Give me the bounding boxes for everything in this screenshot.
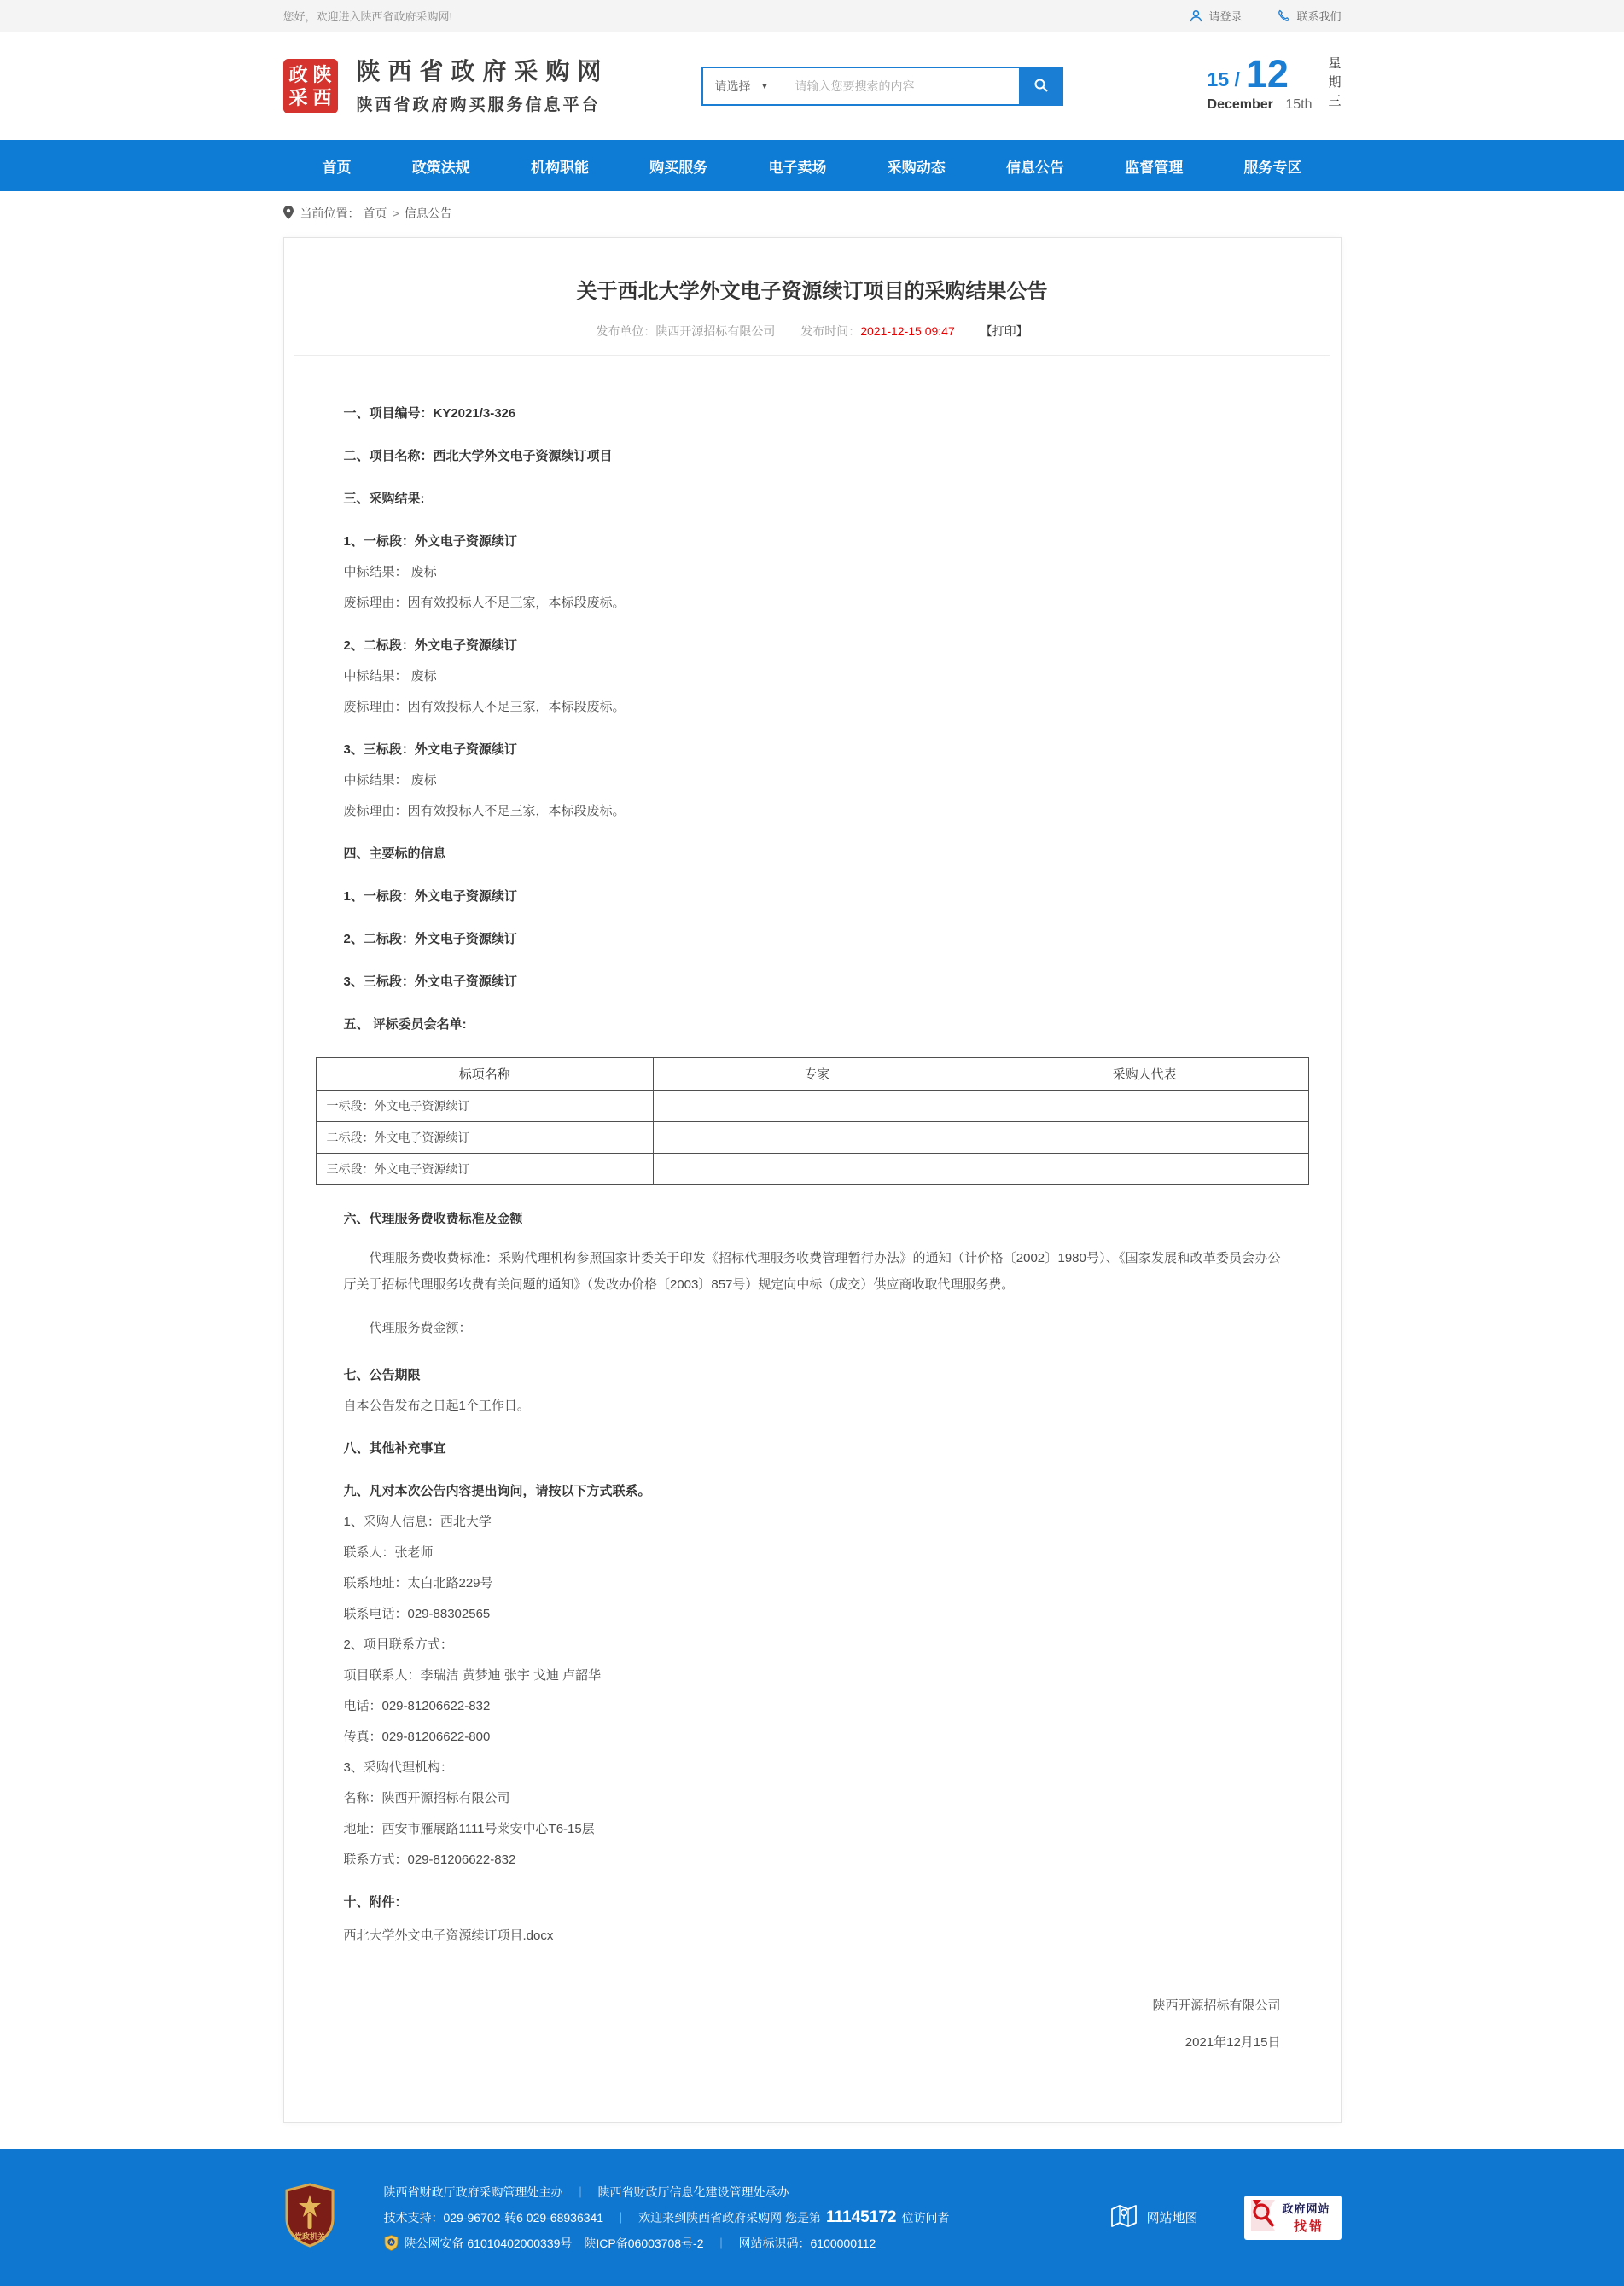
footer-welcome: 欢迎来到陕西省政府采购网 您是第 <box>638 2210 822 2225</box>
article-paragraph: 联系电话：029-88302565 <box>343 1607 491 1621</box>
table-row <box>316 1122 1308 1154</box>
footer-site-code: 网站标识码：6100000112 <box>738 2236 876 2250</box>
article-paragraph: 废标理由：因有效投标人不足三家，本标段废标。 <box>343 596 626 610</box>
table-cell <box>653 1091 981 1122</box>
article-heading: 一、项目编号：KY2021/3-326 <box>343 406 516 421</box>
welcome-text: 您好，欢迎进入陕西省政府采购网! <box>282 10 453 23</box>
attachment-link[interactable]: 西北大学外文电子资源续订项目.docx <box>343 1928 554 1943</box>
article-paragraph: 2、项目联系方式： <box>343 1637 453 1652</box>
site-logo <box>283 59 338 113</box>
article-heading: 九、凡对本次公告内容提出询问，请按以下方式联系。 <box>343 1484 651 1498</box>
committee-table-body <box>316 1091 1308 1185</box>
error-badge-line2: 找错 <box>1293 2219 1324 2234</box>
sitemap-link[interactable] <box>1109 2202 1197 2234</box>
article-paragraph: 名称：陕西开源招标有限公司 <box>343 1791 510 1806</box>
error-badge-line1: 政府网站 <box>1282 2202 1330 2215</box>
article-card <box>283 237 1342 2123</box>
article-heading: 2、二标段：外文电子资源续订 <box>343 932 517 946</box>
site-header <box>0 32 1624 140</box>
article-paragraph: 3、采购代理机构： <box>343 1760 453 1775</box>
government-emblem-icon <box>283 2183 336 2252</box>
contact-label: 联系我们 <box>1296 10 1342 23</box>
search-icon <box>1033 78 1049 96</box>
article-paragraph: 中标结果： 废标 <box>343 565 437 579</box>
article-paragraph: 联系方式：029-81206622-832 <box>343 1853 516 1867</box>
article-heading: 七、公告期限 <box>343 1368 421 1382</box>
site-subtitle: 陕西省政府购买服务信息平台 <box>356 96 601 114</box>
footer-line-1: 陕西省财政厅政府采购管理处主办 ｜ 陕西省财政厅信息化建设管理处承办 <box>383 2184 789 2199</box>
signoff-company: 陕西开源招标有限公司 <box>1152 1998 1281 2013</box>
search-select-label: 请选择 <box>714 79 751 93</box>
nav-item-0[interactable]: 首页 <box>322 159 352 176</box>
article-paragraph: 地址：西安市雁展路1111号莱安中心T6-15层 <box>343 1822 595 1836</box>
article-heading: 1、一标段：外文电子资源续订 <box>343 534 517 549</box>
article-body-2 <box>344 1210 1281 1911</box>
footer-undertaker: 陕西省财政厅信息化建设管理处承办 <box>597 2184 789 2199</box>
chevron-down-icon: ▼ <box>760 82 769 90</box>
signoff-date: 2021年12月15日 <box>1185 2035 1281 2050</box>
nav-item-1[interactable]: 政策法规 <box>411 159 470 176</box>
table-header-row <box>316 1058 1308 1091</box>
logo-text-row2: 采西 <box>288 87 337 108</box>
footer-visitor-suffix: 位访问者 <box>901 2210 950 2225</box>
nav-item-2[interactable]: 机构职能 <box>531 159 589 176</box>
footer-icp-link[interactable]: 陕ICP备06003708号-2 <box>584 2236 704 2250</box>
search-button[interactable] <box>1019 67 1063 106</box>
article-meta <box>284 323 1341 340</box>
article-heading: 1、一标段：外文电子资源续订 <box>343 889 517 904</box>
nav-item-5[interactable]: 采购动态 <box>887 159 946 176</box>
footer-line-2: 技术支持：029-96702-转6 029-68936341 ｜ 欢迎来到陕西省政府采购网 您是第 11145172 位访问者 <box>383 2207 950 2226</box>
table-cell: 三标段：外文电子资源续订 <box>316 1154 653 1185</box>
contact-link[interactable] <box>1278 8 1341 24</box>
breadcrumb-label: 当前位置： <box>300 206 360 220</box>
nav-menu <box>283 140 1342 191</box>
article-body-1 <box>344 404 1281 1033</box>
article-paragraph: 联系人：张老师 <box>343 1545 434 1560</box>
nav-item-7[interactable]: 监督管理 <box>1125 159 1184 176</box>
table-header-expert: 专家 <box>653 1058 981 1091</box>
login-link[interactable] <box>1190 8 1242 24</box>
date-month: 12 <box>1245 52 1289 96</box>
main-nav <box>0 140 1624 191</box>
committee-table <box>316 1057 1309 1185</box>
article-heading: 五、 评标委员会名单: <box>343 1017 467 1032</box>
search-box <box>701 67 1063 106</box>
visitor-count: 11145172 <box>826 2207 897 2226</box>
table-row <box>316 1154 1308 1185</box>
article-paragraph: 废标理由：因有效投标人不足三家，本标段废标。 <box>343 804 626 818</box>
article-paragraph: 中标结果： 废标 <box>343 773 437 788</box>
article-paragraph: 中标结果： 废标 <box>343 669 437 683</box>
publisher-value: 陕西开源招标有限公司 <box>655 324 776 338</box>
nav-item-4[interactable]: 电子卖场 <box>768 159 827 176</box>
page-title: 关于西北大学外文电子资源续订项目的采购结果公告 <box>576 280 1048 303</box>
footer-sponsor: 陕西省财政厅政府采购管理处主办 <box>383 2184 563 2199</box>
table-cell <box>981 1091 1308 1122</box>
date-weekday: 星期三 <box>1326 56 1342 113</box>
svg-text:党政机关: 党政机关 <box>294 2232 325 2241</box>
article-paragraph: 自本公告发布之日起1个工作日。 <box>343 1399 530 1413</box>
topbar <box>0 0 1624 32</box>
footer-line-3: 陕公网安备 61010402000339号 陕ICP备06003708号-2 ｜ 网站标识码：6100000112 <box>384 2235 950 2252</box>
table-cell: 二标段：外文电子资源续订 <box>316 1122 653 1154</box>
phone-icon <box>1278 9 1290 22</box>
article-paragraph: 代理服务费金额： <box>369 1321 472 1335</box>
nav-item-8[interactable]: 服务专区 <box>1243 159 1302 176</box>
table-header-purchaser-rep: 采购人代表 <box>981 1058 1308 1091</box>
attachment-row <box>344 1927 1281 1945</box>
article-heading: 3、三标段：外文电子资源续订 <box>343 974 517 989</box>
error-badge-magnifier-icon <box>1249 2198 1278 2237</box>
article-paragraph: 电话：029-81206622-832 <box>343 1699 491 1713</box>
logo-text-row1: 政陕 <box>288 64 337 85</box>
publish-time-label: 发布时间： <box>800 324 861 338</box>
table-cell <box>653 1122 981 1154</box>
article-heading: 三、采购结果: <box>343 492 425 506</box>
article-paragraph: 1、采购人信息：西北大学 <box>343 1515 492 1529</box>
article-signoff <box>344 1996 1281 2050</box>
breadcrumb-current[interactable]: 信息公告 <box>404 206 452 220</box>
police-badge-icon <box>384 2235 399 2251</box>
breadcrumb-separator: > <box>392 206 399 220</box>
date-widget <box>1207 52 1342 116</box>
nav-item-3[interactable]: 购买服务 <box>649 159 708 176</box>
article-heading: 十、附件： <box>343 1895 408 1910</box>
table-cell <box>653 1154 981 1185</box>
date-day-en: 15th <box>1285 97 1313 112</box>
nav-item-6[interactable]: 信息公告 <box>1006 159 1064 176</box>
sitemap-map-icon <box>1109 2202 1138 2234</box>
print-button[interactable]: 【打印】 <box>980 324 1028 338</box>
site-name: 陕西省政府采购网 <box>356 57 609 84</box>
article-heading: 2、二标段：外文电子资源续订 <box>343 638 517 653</box>
article-paragraph: 废标理由：因有效投标人不足三家，本标段废标。 <box>343 700 626 714</box>
error-report-badge[interactable] <box>1244 2196 1342 2240</box>
site-footer <box>0 2149 1624 2286</box>
article-heading: 3、三标段：外文电子资源续订 <box>343 742 517 757</box>
article-heading: 二、项目名称：西北大学外文电子资源续订项目 <box>343 449 613 463</box>
article-paragraph: 传真：029-81206622-800 <box>343 1730 491 1744</box>
footer-tech-support: 技术支持：029-96702-转6 029-68936341 <box>383 2210 604 2225</box>
footer-beian-link[interactable]: 陕公网安备 61010402000339号 <box>404 2236 573 2250</box>
breadcrumb <box>283 191 1342 236</box>
article-heading: 四、主要标的信息 <box>343 846 446 861</box>
breadcrumb-home[interactable]: 首页 <box>363 206 387 220</box>
article-paragraph: 代理服务费收费标准：采购代理机构参照国家计委关于印发《招标代理服务收费管理暂行办法》的通知（计价格〔2002〕1980号）、《国家发展和改革委员会办公厅关于招标代理服务收费有关问题的通知》（发改办价格〔2003〕857号）规定向中标（成交）供应商收取代理服务费。 <box>343 1251 1281 1292</box>
table-row <box>316 1091 1308 1122</box>
article-paragraph: 联系地址：太白北路229号 <box>343 1576 493 1591</box>
publisher-label: 发布单位： <box>596 324 656 338</box>
table-cell: 一标段：外文电子资源续订 <box>316 1091 653 1122</box>
location-pin-icon <box>283 206 300 222</box>
login-label: 请登录 <box>1208 10 1243 23</box>
article-heading: 六、代理服务费收费标准及金额 <box>343 1212 523 1226</box>
search-category-select[interactable] <box>703 68 790 104</box>
date-day: 15 / <box>1207 68 1240 90</box>
publish-time-value: 2021-12-15 09:47 <box>860 324 955 338</box>
sitemap-label: 网站地图 <box>1146 2211 1198 2225</box>
article-paragraph: 项目联系人：李瑞洁 黄梦迪 张宇 戈迪 卢韶华 <box>343 1668 602 1683</box>
table-header-item-name: 标项名称 <box>316 1058 653 1091</box>
table-cell <box>981 1122 1308 1154</box>
search-input[interactable] <box>790 68 1019 104</box>
article-heading: 八、其他补充事宜 <box>343 1441 446 1456</box>
user-icon <box>1190 9 1202 22</box>
table-cell <box>981 1154 1308 1185</box>
date-month-en: December <box>1207 97 1273 112</box>
